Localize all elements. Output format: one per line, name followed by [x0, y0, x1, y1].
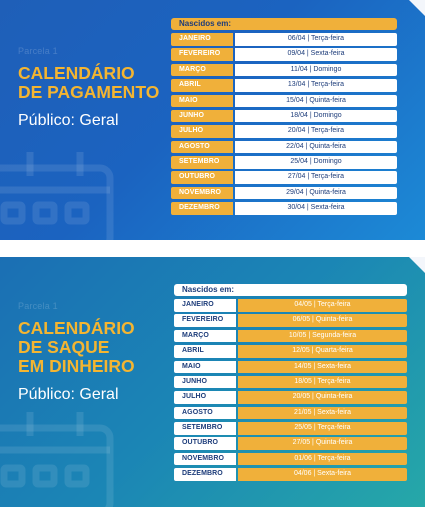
table-row — [171, 79, 397, 92]
date-cell: 06/05 | Quinta-feira — [238, 314, 407, 327]
date-cell: 22/04 | Quinta-feira — [235, 141, 397, 154]
title-line: CALENDÁRIO — [18, 63, 135, 83]
table-row — [174, 376, 407, 389]
schedule-table — [171, 18, 397, 218]
date-cell: 27/04 | Terça-feira — [235, 171, 397, 184]
title — [18, 319, 135, 376]
table-row — [171, 202, 397, 215]
table-row — [171, 171, 397, 184]
date-cell: 04/06 | Sexta-feira — [238, 468, 407, 481]
card-heading — [18, 301, 135, 404]
month-cell: MARÇO — [174, 330, 236, 343]
date-cell: 11/04 | Domingo — [235, 64, 397, 77]
date-cell: 14/05 | Sexta-feira — [238, 361, 407, 374]
corner-fold — [409, 257, 425, 273]
date-cell: 20/04 | Terça-feira — [235, 125, 397, 138]
withdrawal-calendar-card — [0, 257, 425, 507]
date-cell: 29/04 | Quinta-feira — [235, 187, 397, 200]
table-row — [171, 33, 397, 46]
month-cell: JULHO — [174, 391, 236, 404]
date-cell: 12/05 | Quarta-feira — [238, 345, 407, 358]
table-header: Nascidos em: — [171, 18, 397, 30]
month-cell: ABRIL — [171, 79, 233, 92]
title-line: DE PAGAMENTO — [18, 82, 160, 102]
month-cell: FEVEREIRO — [174, 314, 236, 327]
date-cell: 10/05 | Segunda-feira — [238, 330, 407, 343]
date-cell: 27/05 | Quinta-feira — [238, 437, 407, 450]
publico-label: Público: Geral — [18, 386, 119, 403]
date-cell: 18/05 | Terça-feira — [238, 376, 407, 389]
table-row — [174, 314, 407, 327]
month-cell: JUNHO — [171, 110, 233, 123]
table-row — [174, 391, 407, 404]
month-cell: JANEIRO — [171, 33, 233, 46]
month-cell: OUTUBRO — [171, 171, 233, 184]
table-row — [174, 299, 407, 312]
month-cell: MAIO — [171, 95, 233, 108]
date-cell: 09/04 | Sexta-feira — [235, 48, 397, 61]
date-cell: 21/05 | Sexta-feira — [238, 407, 407, 420]
date-cell: 30/04 | Sexta-feira — [235, 202, 397, 215]
parcela-label: Parcela 1 — [18, 46, 58, 56]
month-cell: MARÇO — [171, 64, 233, 77]
table-rows — [171, 33, 397, 215]
calendar-icon — [0, 410, 120, 507]
month-cell: ABRIL — [174, 345, 236, 358]
date-cell: 06/04 | Terça-feira — [235, 33, 397, 46]
date-cell: 18/04 | Domingo — [235, 110, 397, 123]
table-row — [171, 64, 397, 77]
table-row — [171, 95, 397, 108]
table-row — [171, 110, 397, 123]
date-cell: 13/04 | Terça-feira — [235, 79, 397, 92]
table-row — [174, 330, 407, 343]
title — [18, 64, 159, 102]
month-cell: MAIO — [174, 361, 236, 374]
table-row — [174, 453, 407, 466]
month-cell: AGOSTO — [171, 141, 233, 154]
date-cell: 01/06 | Terça-feira — [238, 453, 407, 466]
month-cell: NOVEMBRO — [171, 187, 233, 200]
payment-calendar-card — [0, 0, 425, 240]
date-cell: 25/05 | Terça-feira — [238, 422, 407, 435]
month-cell: SETEMBRO — [171, 156, 233, 169]
month-cell: DEZEMBRO — [174, 468, 236, 481]
publico-label: Público: Geral — [18, 112, 119, 129]
table-row — [174, 468, 407, 481]
title-line: CALENDÁRIO — [18, 318, 135, 338]
month-cell: OUTUBRO — [174, 437, 236, 450]
card-heading — [18, 46, 159, 130]
table-row — [174, 361, 407, 374]
date-cell: 25/04 | Domingo — [235, 156, 397, 169]
table-row — [174, 422, 407, 435]
table-row — [171, 187, 397, 200]
date-cell: 15/04 | Quinta-feira — [235, 95, 397, 108]
corner-fold — [409, 0, 425, 16]
month-cell: FEVEREIRO — [171, 48, 233, 61]
month-cell: DEZEMBRO — [171, 202, 233, 215]
month-cell: JULHO — [171, 125, 233, 138]
table-row — [174, 437, 407, 450]
parcela-label: Parcela 1 — [18, 301, 58, 311]
table-row — [174, 407, 407, 420]
table-row — [171, 141, 397, 154]
month-cell: JUNHO — [174, 376, 236, 389]
schedule-table — [174, 284, 407, 484]
date-cell: 04/05 | Terça-feira — [238, 299, 407, 312]
title-line: EM DINHEIRO — [18, 356, 135, 376]
title-line: DE SAQUE — [18, 337, 110, 357]
table-row — [171, 125, 397, 138]
calendar-icon — [0, 150, 120, 240]
month-cell: NOVEMBRO — [174, 453, 236, 466]
table-row — [174, 345, 407, 358]
month-cell: AGOSTO — [174, 407, 236, 420]
month-cell: JANEIRO — [174, 299, 236, 312]
table-header: Nascidos em: — [174, 284, 407, 296]
table-row — [171, 156, 397, 169]
date-cell: 20/05 | Quinta-feira — [238, 391, 407, 404]
table-rows — [174, 299, 407, 481]
table-row — [171, 48, 397, 61]
month-cell: SETEMBRO — [174, 422, 236, 435]
